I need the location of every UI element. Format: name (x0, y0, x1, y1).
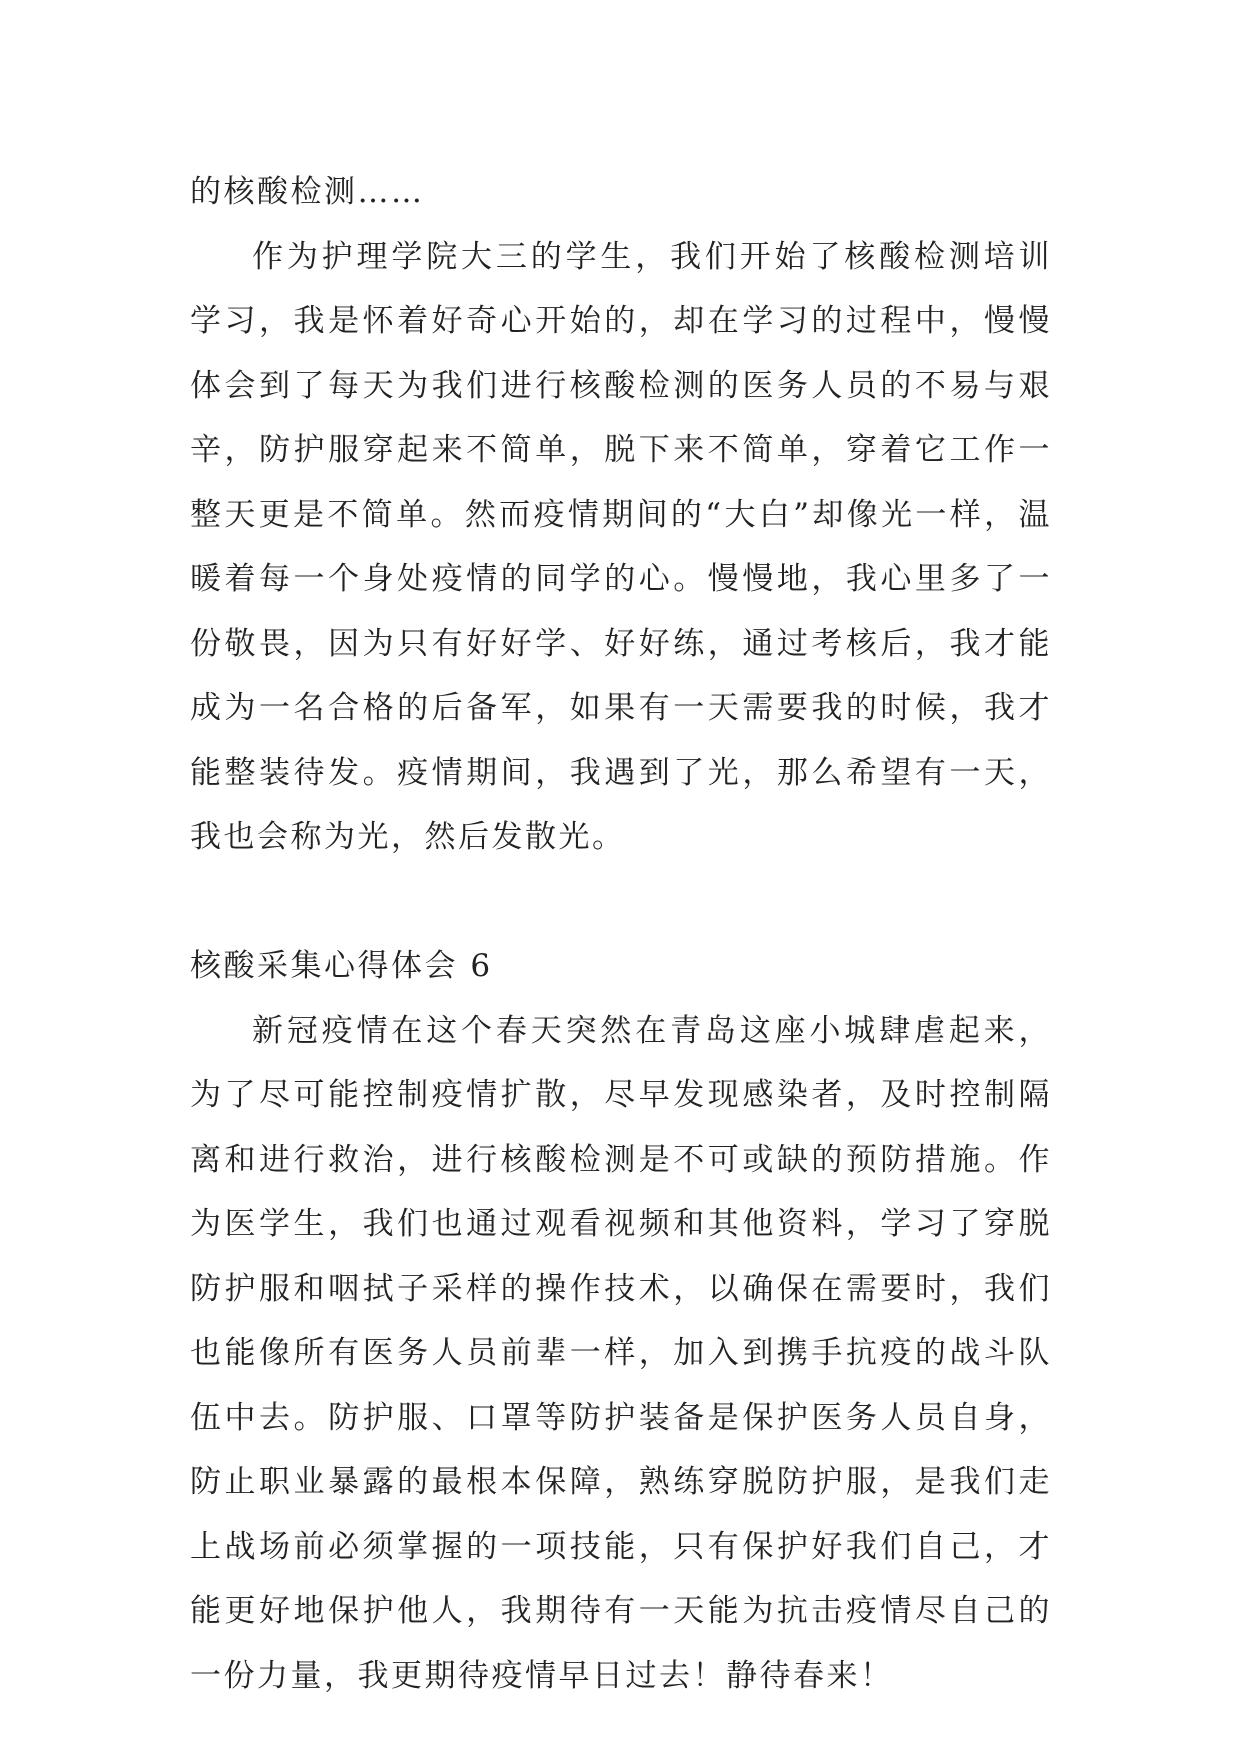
continuation-paragraph: 的核酸检测…… (190, 174, 425, 210)
reflection-paragraph: 作为护理学院大三的学生，我们开始了核酸检测培训学习，我是怀着好奇心开始的，却在学习的过程中，慢慢体会到了每天为我们进行核酸检测的医务人员的不易与艰辛，防护服穿起来不简单，脱下来不简单，穿着它工作一整天更是不简单。然而疫情期间的“大白”却像光一样，温暖着每一个身处疫情的同学的心。慢慢地，我心里多了一份敬畏，因为只有好好学、好好练，通过考核后，我才能成为一名合格的后备军，如果有一天需要我的时候，我才能整装待发。疫情期间，我遇到了光，那么希望有一天，我也会称为光，然后发散光。 (190, 238, 1052, 855)
document-body (190, 160, 1052, 1708)
section-body-paragraph: 新冠疫情在这个春天突然在青岛这座小城肆虐起来，为了尽可能控制疫情扩散，尽早发现感染者，及时控制隔离和进行救治，进行核酸检测是不可或缺的预防措施。作为医学生，我们也通过观看视频和其他资料，学习了穿脱防护服和咽拭子采样的操作技术，以确保在需要时，我们也能像所有医务人员前辈一样，加入到携手抗疫的战斗队伍中去。防护服、口罩等防护装备是保护医务人员自身，防止职业暴露的最根本保障，熟练穿脱防护服，是我们走上战场前必须掌握的一项技能，只有保护好我们自己，才能更好地保护他人，我期待有一天能为抗击疫情尽自己的一份力量，我更期待疫情早日过去！静待春来！ (190, 1012, 1052, 1694)
section-title: 核酸采集心得体会 6 (190, 948, 493, 984)
